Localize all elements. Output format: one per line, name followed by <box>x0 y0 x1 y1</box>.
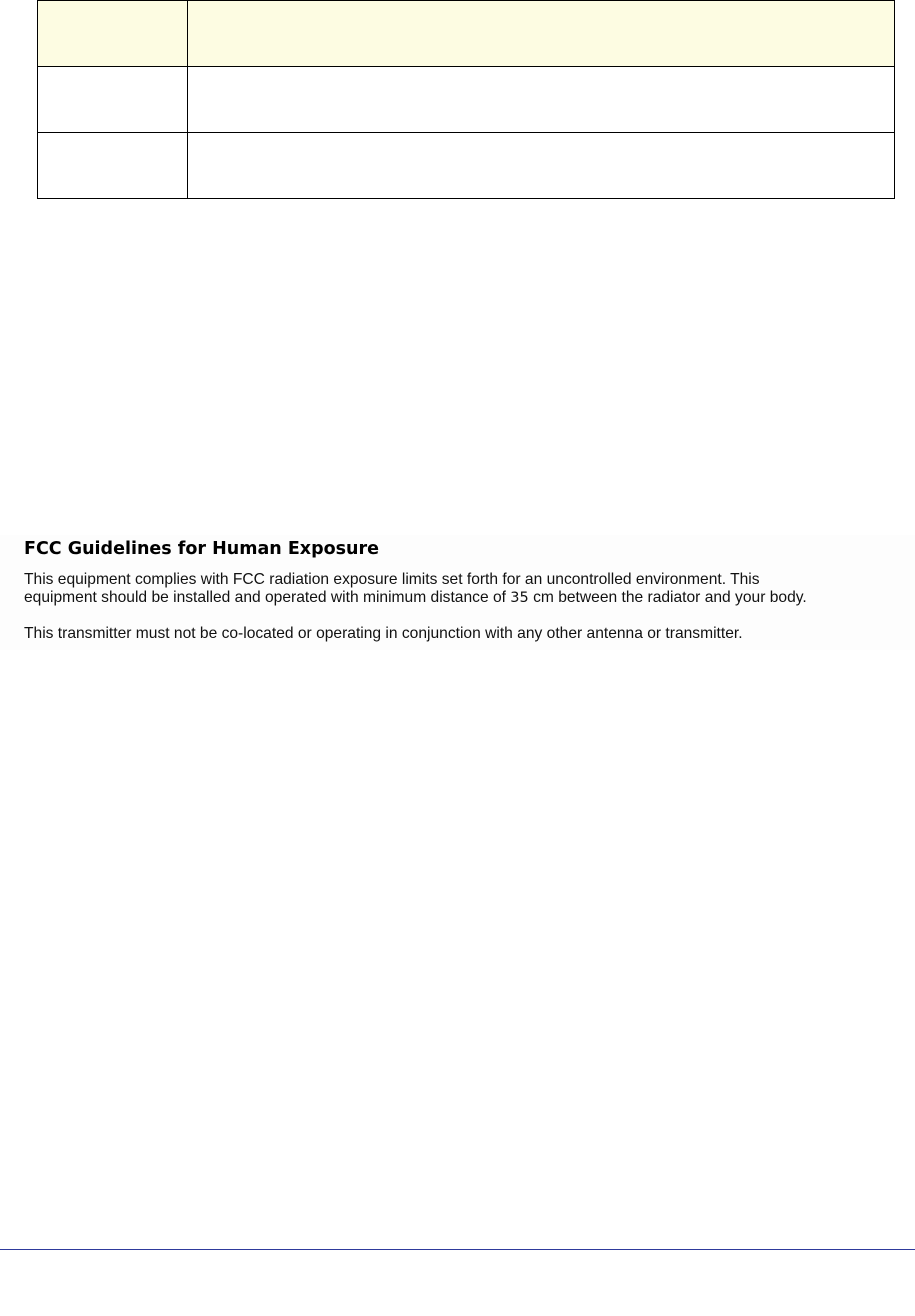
fcc-guidelines-section <box>0 535 915 650</box>
exposure-paragraph-line2 <box>24 589 807 607</box>
table-row <box>38 67 895 133</box>
table-cell <box>188 67 895 133</box>
distance-text-before: equipment should be installed and operated with minimum distance of <box>24 589 511 606</box>
table-cell <box>38 67 188 133</box>
table-row <box>38 133 895 199</box>
table-header-cell <box>38 1 188 67</box>
footer-divider <box>0 1249 915 1250</box>
distance-text-after: cm between the radiator and your body. <box>528 589 807 606</box>
colocation-paragraph: This transmitter must not be co-located or operating in conjunction with any other antenna or transmitter. <box>24 625 743 642</box>
parameter-table <box>37 0 895 199</box>
section-heading: FCC Guidelines for Human Exposure <box>24 539 380 559</box>
table-cell <box>38 133 188 199</box>
table-cell <box>188 133 895 199</box>
distance-value: 35 <box>510 590 529 606</box>
exposure-paragraph-line1: This equipment complies with FCC radiation exposure limits set forth for an uncontrolled environment. This <box>24 571 760 588</box>
table-header-row <box>38 1 895 67</box>
table-header-cell <box>188 1 895 67</box>
